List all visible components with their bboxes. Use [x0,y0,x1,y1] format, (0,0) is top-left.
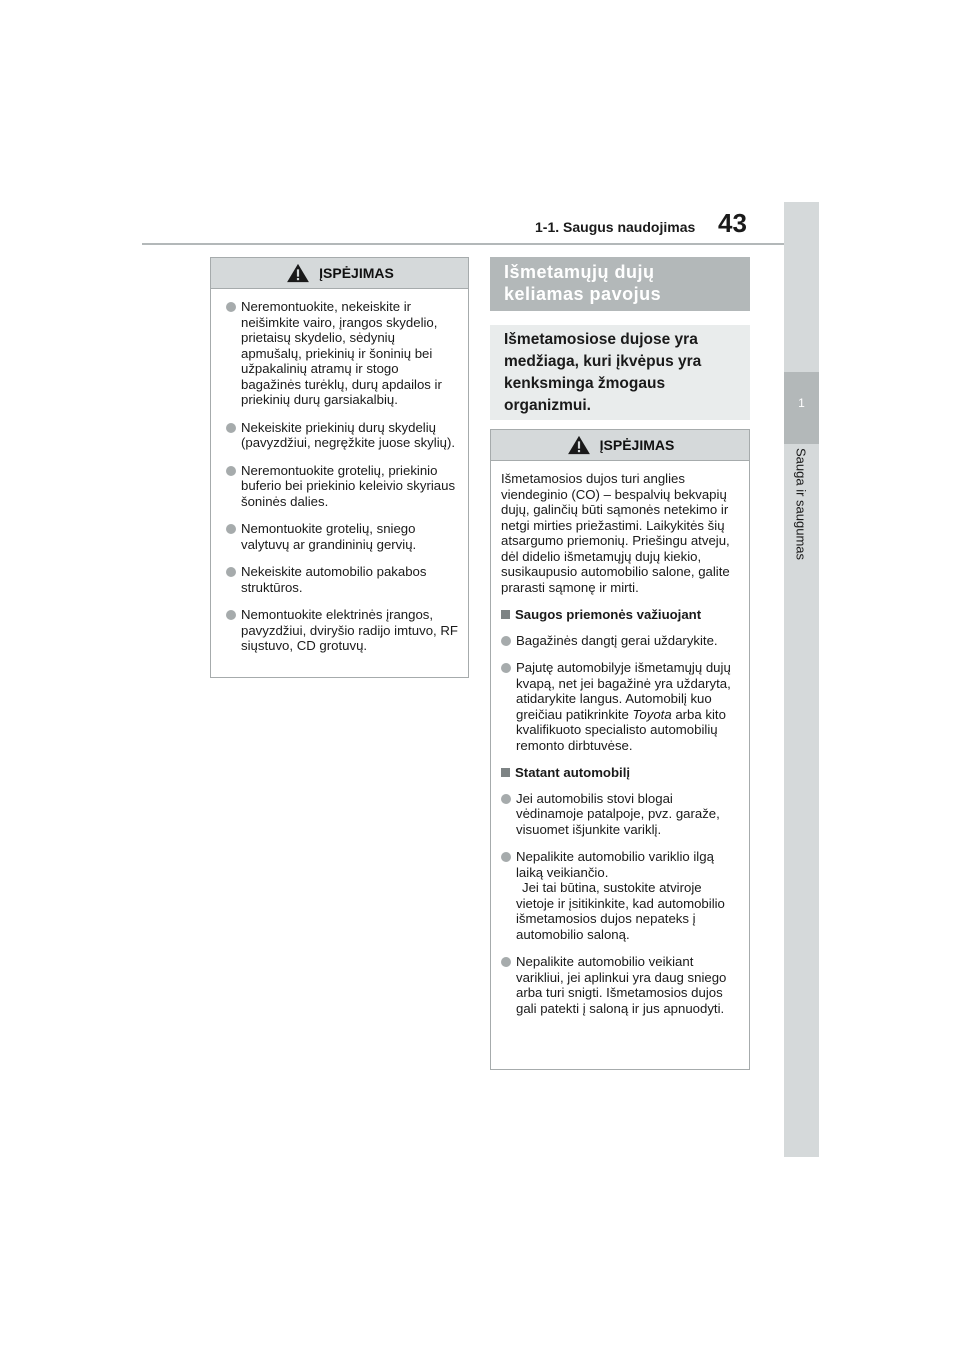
list-item: Nekeiskite automobilio pakabos struktūros. [229,564,458,595]
warning-paragraph: Išmetamosios dujos turi anglies viendeginio (CO) – bespalvių bekvapių dujų, galinčių būti sąmonės netekimo ir netgi mirties priežastimi. Laikykitės šių atsargumo priemonių. Priešingu atveju, dėl didelio išmetamųjų dujų kiekio, susikaupusio automobilio salone, galite prarasti sąmonę ir mirti. [501,471,730,595]
bullet-icon [226,466,236,476]
bullet-icon [226,302,236,312]
warning-header [211,258,468,289]
bullet-icon [501,852,511,862]
warning-box-right [490,429,750,1070]
list-item: Nepalikite automobilio veikiant varikliui, jei aplinkui yra daug sniego arba turi snigti. Išmetamosios dujos gali patekti į saloną ir jus apnuodyti. [504,954,739,1016]
list-item: Nemontuokite elektrinės įrangos, pavyzdžiui, dviryšio radijo imtuvo, RF siųstuvo, CD grotuvų. [229,607,458,654]
bullet-icon [501,636,511,646]
chapter-number: 1 [798,396,805,410]
list-item: Pajutę automobilyje išmetamųjų dujų kvapą, net jei bagažinė yra uždaryta, atidarykite langus. Automobilį kuo greičiau patikrinkite Toyota arba kito kvalifikuoto specialisto automobilių remonto dirbtuvėse. [504,660,739,753]
list-item: Jei automobilis stovi blogai vėdinamoje patalpoje, pvz. garaže, visuomet išjunkite variklį. [504,791,739,838]
list-item: Bagažinės dangtį gerai uždarykite. [504,633,739,649]
bullet-icon [501,663,511,673]
warning-triangle-icon [566,435,592,455]
square-bullet-icon [501,610,510,619]
bullet-icon [226,423,236,433]
list-item: Nemontuokite grotelių, sniego valytuvų ar grandininių gervių. [229,521,458,552]
square-bullet-icon [501,768,510,777]
list-item: Nekeiskite priekinių durų skydelių (pavyzdžiui, negręžkite juose skylių). [229,420,458,451]
bullet-icon [226,610,236,620]
chapter-side-tab [784,202,819,1157]
section-intro: Išmetamosiose dujose yra medžiaga, kuri įkvėpus yra kenksminga žmogaus organizmui. [490,325,750,420]
list-item: Nepalikite automobilio variklio ilgą laiką veikiančio. Jei tai būtina, sustokite atviroje vietoje ir įsitikinkite, kad automobilio išmetamosios dujos nepateks į automobilio saloną. [504,849,739,942]
list-item: Neremontuokite grotelių, priekinio buferio bei priekinio keleivio skyriaus šoninės dalies. [229,463,458,510]
bullet-icon [501,957,511,967]
warning-title: ĮSPĖJIMAS [599,437,675,453]
subsection-heading: Statant automobilį [501,765,739,781]
bullet-icon [501,794,511,804]
section-heading: Išmetamųjų dujų keliamas pavojus [490,257,750,311]
warning-triangle-icon [285,263,311,283]
page-number: 43 [718,208,747,238]
warning-header [491,430,749,461]
bullet-icon [226,567,236,577]
warning-box-left [210,257,469,678]
list-item: Neremontuokite, nekeiskite ir neišimkite vairo, įrangos skydelio, prietaisų skydelio, sėdynių apmušalų, priekinių ir šoninių bei užpakalinių atramų ir stogo bagažinės turėklų, durų apdailos ir priekinių durų garsiakalbių. [229,299,458,408]
bullet-icon [226,524,236,534]
subsection-heading: Saugos priemonės važiuojant [501,607,739,623]
brand-name: Toyota [632,706,672,722]
header-divider [142,243,784,245]
warning-title: ĮSPĖJIMAS [319,265,394,281]
section-title: 1-1. Saugus naudojimas [535,219,696,235]
